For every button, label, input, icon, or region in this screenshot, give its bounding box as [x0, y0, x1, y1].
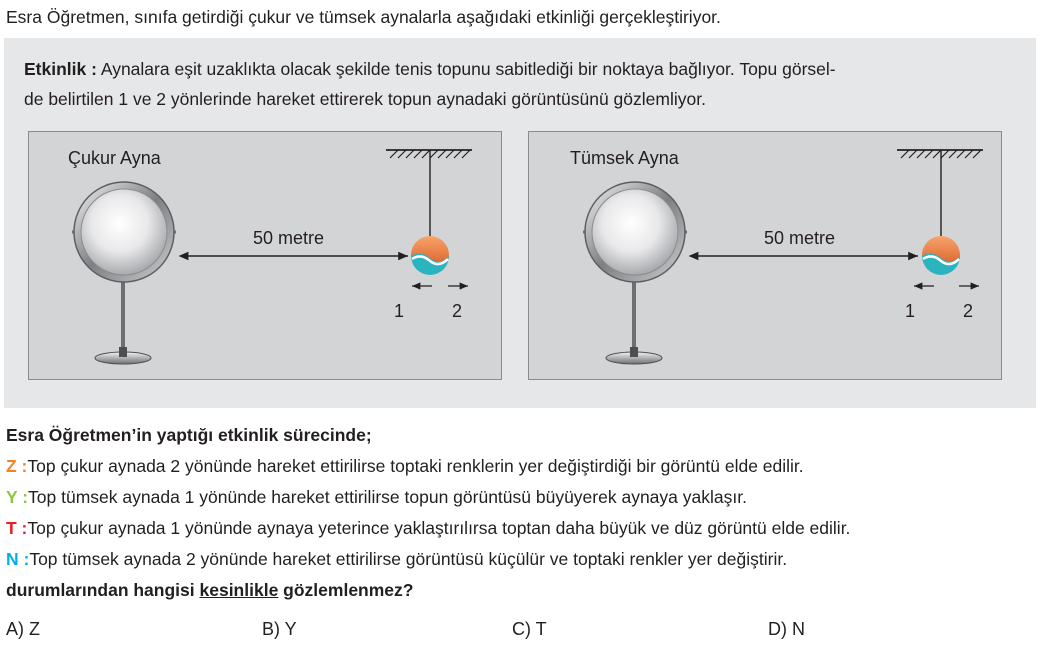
- statement-z-text: Top çukur aynada 2 yönünde hareket ettirilirse toptaki renklerin yer değiştirdiği bir görüntü elde edilir.: [27, 456, 804, 476]
- statement-y-letter: Y :: [6, 487, 29, 507]
- convex-direction-1-label: 1: [905, 301, 916, 321]
- statement-y-text: Top tümsek aynada 1 yönünde hareket ettirilirse topun görüntüsü büyüyerek aynaya yaklaşır.: [28, 487, 747, 507]
- statement-t: [6, 518, 850, 539]
- statement-z: [6, 456, 804, 477]
- concave-distance-label: 50 metre: [253, 228, 325, 248]
- statement-n-letter: N :: [6, 549, 30, 569]
- activity-line1: Aynalara eşit uzaklıkta olacak şekilde tenis topunu sabitlediği bir noktaya bağlıyor. Topu görsel-: [100, 59, 836, 79]
- statement-y: [6, 487, 747, 508]
- option-c[interactable]: C) T: [512, 619, 547, 639]
- statement-z-letter: Z :: [6, 456, 28, 476]
- question-end-before: durumlarından hangisi: [6, 580, 200, 600]
- option-b[interactable]: B) Y: [262, 619, 297, 639]
- option-a[interactable]: A) Z: [6, 619, 40, 639]
- convex-distance-label: 50 metre: [764, 228, 836, 248]
- concave-direction-1-label: 1: [394, 301, 405, 321]
- convex-direction-2-label: 2: [963, 301, 974, 321]
- question-end-after: gözlemlenmez?: [278, 580, 414, 600]
- concave-direction-2-label: 2: [452, 301, 463, 321]
- question-head: Esra Öğretmen’in yaptığı etkinlik sürecinde;: [6, 425, 372, 445]
- option-d[interactable]: D) N: [768, 619, 805, 639]
- concave-mirror-title: Çukur Ayna: [68, 148, 161, 168]
- statement-t-letter: T :: [6, 518, 28, 538]
- question-end-underlined: kesinlikle: [199, 580, 279, 600]
- question-end: [6, 580, 413, 601]
- statement-n-text: Top tümsek aynada 2 yönünde hareket ettirilirse görüntüsü küçülür ve toptaki renkler yer değiştirir.: [29, 549, 788, 569]
- intro-text: Esra Öğretmen, sınıfa getirdiği çukur ve tümsek aynalarla aşağıdaki etkinliği gerçekleştiriyor.: [6, 7, 721, 27]
- activity-label: Etkinlik :: [24, 59, 97, 79]
- activity-text: [24, 54, 1024, 114]
- activity-line2: de belirtilen 1 ve 2 yönlerinde hareket ettirerek topun aynadaki görüntüsünü gözlemliyor.: [24, 89, 706, 109]
- statement-n: [6, 549, 787, 570]
- statement-t-text: Top çukur aynada 1 yönünde aynaya yeterince yaklaştırılırsa toptan daha büyük ve düz görüntü elde edilir.: [27, 518, 851, 538]
- convex-mirror-title: Tümsek Ayna: [570, 148, 679, 168]
